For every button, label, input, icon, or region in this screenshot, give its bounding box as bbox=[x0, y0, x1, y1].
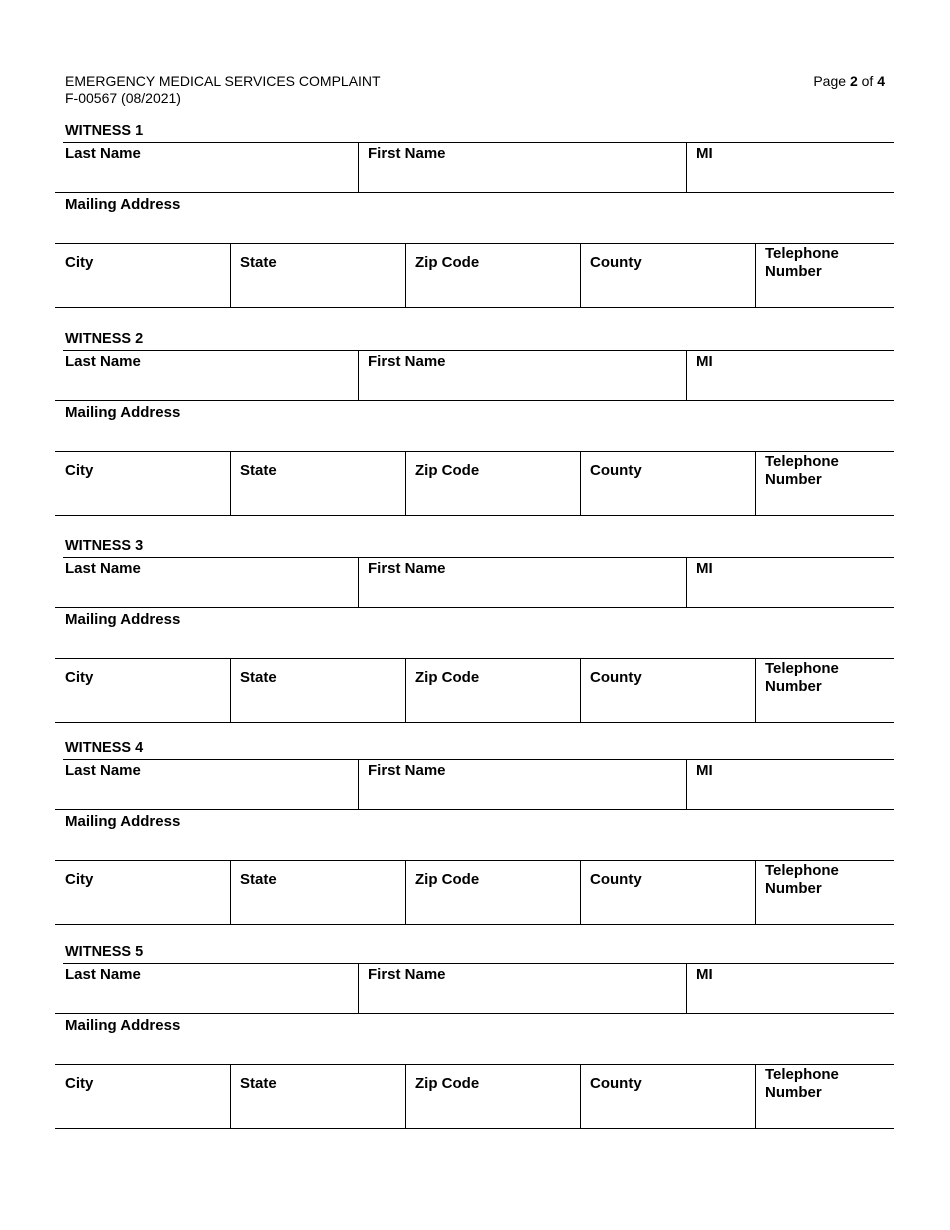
city-label: City bbox=[65, 1075, 94, 1092]
mi-label: MI bbox=[696, 966, 713, 983]
mailing-address-label: Mailing Address bbox=[65, 813, 181, 830]
state-label: State bbox=[240, 254, 277, 271]
county-label: County bbox=[590, 871, 642, 888]
telephone-label-line2: Number bbox=[765, 678, 822, 695]
rule-line bbox=[55, 307, 894, 308]
mailing-address-label: Mailing Address bbox=[65, 1017, 181, 1034]
county-label: County bbox=[590, 462, 642, 479]
rule-line bbox=[55, 722, 894, 723]
witness-title: WITNESS 5 bbox=[65, 944, 144, 960]
last-name-label: Last Name bbox=[65, 560, 141, 577]
zip-code-label: Zip Code bbox=[415, 254, 480, 271]
page-current: 2 bbox=[849, 73, 858, 89]
first-name-label: First Name bbox=[368, 762, 446, 779]
telephone-label-line1: Telephone bbox=[765, 862, 839, 879]
mi-label: MI bbox=[696, 353, 713, 370]
rule-line bbox=[55, 924, 894, 925]
witness-title: WITNESS 1 bbox=[65, 123, 144, 139]
county-label: County bbox=[590, 254, 642, 271]
telephone-label-line1: Telephone bbox=[765, 660, 839, 677]
state-label: State bbox=[240, 871, 277, 888]
witness-section bbox=[0, 944, 950, 1152]
state-label: State bbox=[240, 462, 277, 479]
mailing-address-label: Mailing Address bbox=[65, 404, 181, 421]
zip-code-label: Zip Code bbox=[415, 669, 480, 686]
witness-section bbox=[0, 538, 950, 746]
mailing-address-field[interactable] bbox=[55, 193, 894, 243]
mailing-address-label: Mailing Address bbox=[65, 611, 181, 628]
county-label: County bbox=[590, 1075, 642, 1092]
first-name-label: First Name bbox=[368, 560, 446, 577]
mi-label: MI bbox=[696, 560, 713, 577]
mi-field[interactable] bbox=[687, 143, 894, 192]
zip-code-label: Zip Code bbox=[415, 871, 480, 888]
telephone-label-line2: Number bbox=[765, 1084, 822, 1101]
witness-section bbox=[0, 740, 950, 948]
county-label: County bbox=[590, 669, 642, 686]
telephone-label-line1: Telephone bbox=[765, 453, 839, 470]
first-name-label: First Name bbox=[368, 145, 446, 162]
last-name-label: Last Name bbox=[65, 762, 141, 779]
form-title: EMERGENCY MEDICAL SERVICES COMPLAINT bbox=[65, 73, 381, 89]
mi-field[interactable] bbox=[687, 558, 894, 607]
mi-label: MI bbox=[696, 145, 713, 162]
telephone-label-line2: Number bbox=[765, 263, 822, 280]
page-number bbox=[813, 73, 885, 90]
state-label: State bbox=[240, 1075, 277, 1092]
witness-section bbox=[0, 123, 950, 331]
page-prefix: Page bbox=[813, 73, 847, 89]
state-label: State bbox=[240, 669, 277, 686]
first-name-label: First Name bbox=[368, 353, 446, 370]
page-total: 4 bbox=[877, 73, 885, 89]
telephone-label-line2: Number bbox=[765, 880, 822, 897]
witness-section bbox=[0, 331, 950, 539]
mailing-address-field[interactable] bbox=[55, 1014, 894, 1064]
city-label: City bbox=[65, 871, 94, 888]
mi-field[interactable] bbox=[687, 351, 894, 400]
last-name-label: Last Name bbox=[65, 353, 141, 370]
city-label: City bbox=[65, 462, 94, 479]
mailing-address-label: Mailing Address bbox=[65, 196, 181, 213]
last-name-label: Last Name bbox=[65, 145, 141, 162]
city-label: City bbox=[65, 254, 94, 271]
last-name-label: Last Name bbox=[65, 966, 141, 983]
witness-title: WITNESS 3 bbox=[65, 538, 144, 554]
rule-line bbox=[55, 515, 894, 516]
mailing-address-field[interactable] bbox=[55, 608, 894, 658]
page-of: of bbox=[861, 73, 874, 89]
witness-title: WITNESS 4 bbox=[65, 740, 144, 756]
zip-code-label: Zip Code bbox=[415, 462, 480, 479]
first-name-label: First Name bbox=[368, 966, 446, 983]
telephone-label-line1: Telephone bbox=[765, 1066, 839, 1083]
mailing-address-field[interactable] bbox=[55, 810, 894, 860]
telephone-label-line1: Telephone bbox=[765, 245, 839, 262]
rule-line bbox=[55, 1128, 894, 1129]
mi-field[interactable] bbox=[687, 760, 894, 809]
form-header bbox=[65, 73, 381, 107]
zip-code-label: Zip Code bbox=[415, 1075, 480, 1092]
telephone-label-line2: Number bbox=[765, 471, 822, 488]
city-label: City bbox=[65, 669, 94, 686]
mailing-address-field[interactable] bbox=[55, 401, 894, 451]
witness-title: WITNESS 2 bbox=[65, 331, 144, 347]
form-number: F-00567 (08/2021) bbox=[65, 90, 181, 106]
mi-field[interactable] bbox=[687, 964, 894, 1013]
mi-label: MI bbox=[696, 762, 713, 779]
